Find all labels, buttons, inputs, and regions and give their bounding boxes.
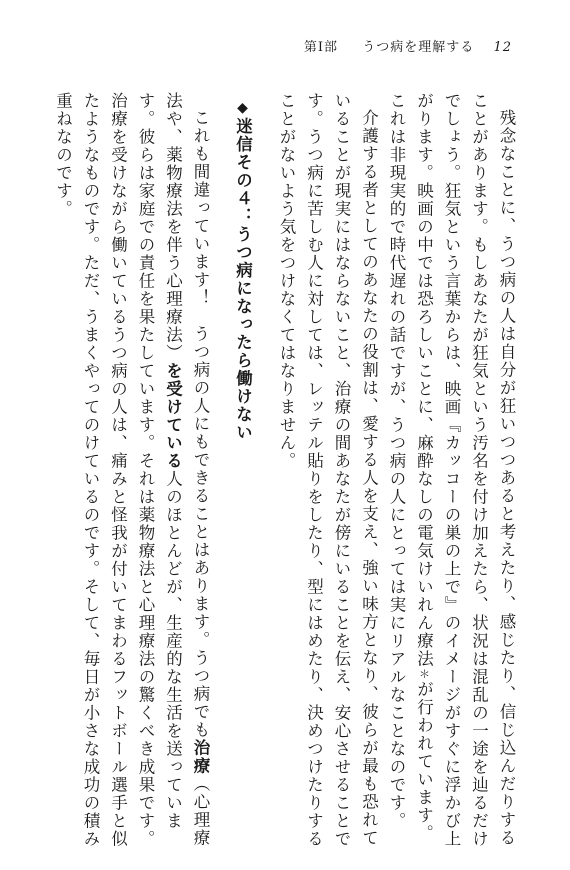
paragraph-1-part-b: が行われています。これは非現実的で時代遅れの話ですが、うつ病の人にとっては実にリアルなことなのです。 xyxy=(387,92,434,843)
running-head xyxy=(304,36,512,55)
paragraph-3-part-c: （心理療法や、薬物療法を伴う心理療法） xyxy=(163,92,210,847)
heading-text: 迷信その４：うつ病になったら働けない xyxy=(233,117,253,442)
paragraph-3-part-a: これも間違っています！ うつ病の人にもできることはあります。うつ病でも xyxy=(191,108,210,739)
paragraph-3-part-e: 人のほとんどが、生産的な生活を送っています。彼らは家庭での責任を果たしています。それは薬物療法と心理療法の驚くべき成果です。治療を受けながら働いているうつ病の人は、痛みと怪我が付いてまわるフットボール選手と似たようなものです。ただ、うまくやってのけているのです。そして、毎日が小さな成功の積み重ねなのです。 xyxy=(53,92,183,848)
paragraph-2: 介護する者としてのあなたの役割は、愛する人を支え、強い味方となり、彼らが最も恐れていることが現実にはならないこと、治療の間あなたが傍にいることを伝え、安心させることです。うつ病に苦しむ人に対しては、レッテル貼りをしたり、型にはめたり、決めつけたりすることがないよう気をつけなくてはなりません。 xyxy=(277,92,379,848)
section-heading xyxy=(228,100,257,852)
body-text xyxy=(49,92,520,852)
footnote-asterisk: ＊ xyxy=(417,668,431,681)
emphasis-treatment: 治療 xyxy=(191,738,210,775)
paragraph-3 xyxy=(49,92,214,852)
diamond-icon: ◆ xyxy=(234,100,251,118)
emphasis-receiving: を受けている xyxy=(163,362,183,470)
paragraph-1 xyxy=(383,92,521,852)
page-number: 12 xyxy=(493,40,512,55)
chapter-title: うつ病を理解する xyxy=(362,40,475,55)
paragraph-1-part-a: 残念なことに、うつ病の人は自分が狂いつつあると考えたり、感じたり、信じ込んだりすることがあります。もしあなたが狂気という汚名を付け加えたら、状況は混乱の一途を辿るだけでしょう。狂気という言葉からは、映画『カッコーの巣の上で』のイメージがすぐに浮かび上がります。映画の中では恐ろしいことに、麻酔なしの電気けいれん療法 xyxy=(414,92,516,848)
part-label: 第Ⅰ部 xyxy=(303,40,338,55)
